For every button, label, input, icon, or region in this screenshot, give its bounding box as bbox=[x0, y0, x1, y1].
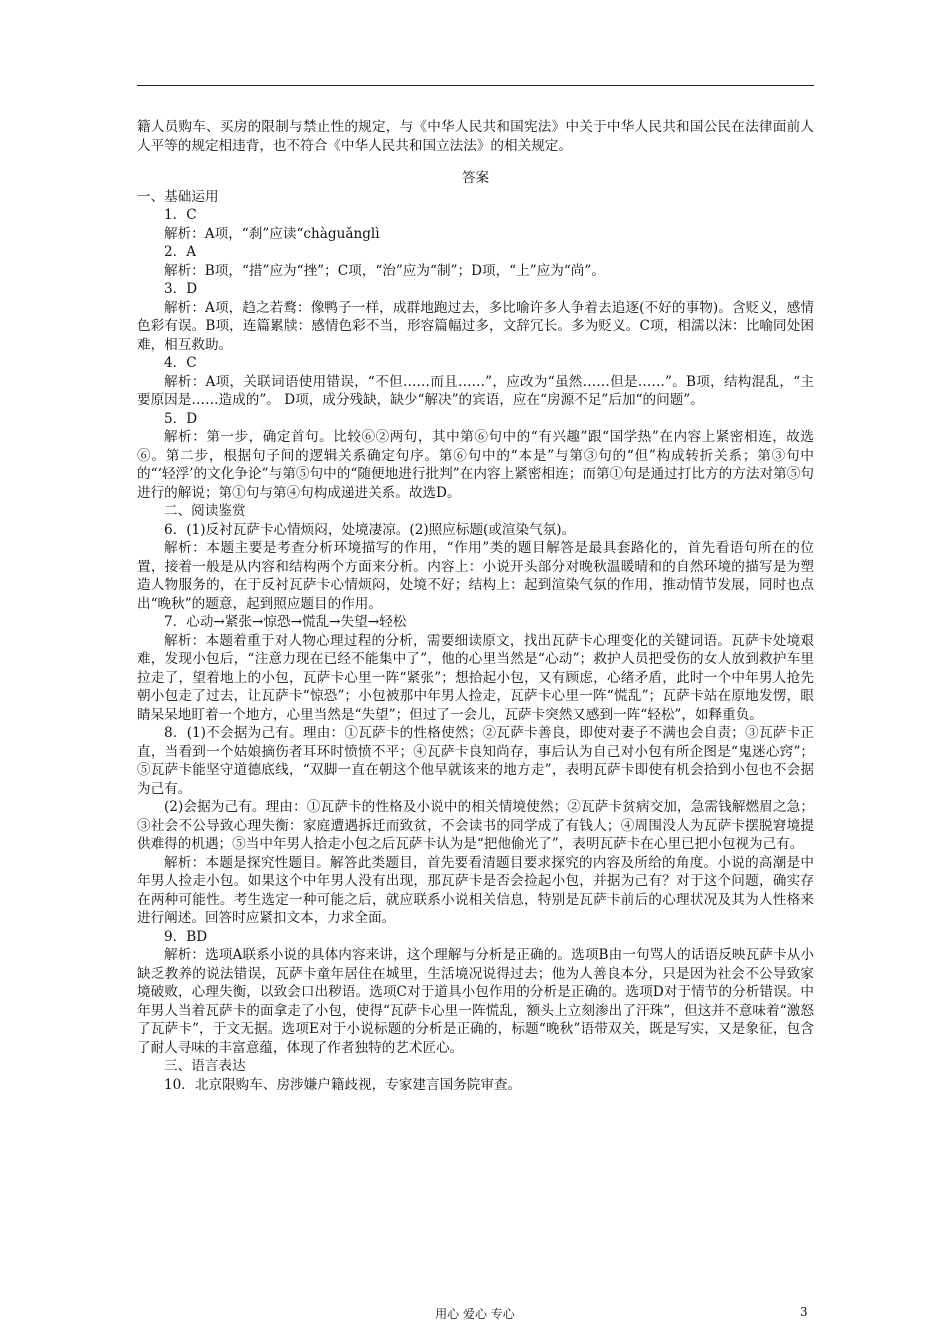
explanation-4: 解析：A项，关联词语使用错误，“不但……而且……”，应改为“虽然……但是……”。B项，结构混乱，“主要原因是……造成的”。 D项，成分残缺，缺少“解决”的宾语，应在“房源不足”后加“的问题”。 bbox=[137, 373, 814, 408]
answer-8-part-1: 8．(1)不会据为己有。理由：①瓦萨卡的性格使然；②瓦萨卡善良，即使对妻子不满也会自责；③瓦萨卡正直，当看到一个姑娘摘伤者耳环时愤愤不平；④瓦萨卡良知尚存，事后认为自己对小包有所企图是“鬼迷心窍”；⑤瓦萨卡能坚守道德底线，“双脚一直在朝这个他早就该来的地方走”，表明瓦萨卡即使有机会拾到小包也不会据为己有。 bbox=[137, 725, 814, 797]
answer-3: 3．D bbox=[164, 281, 198, 297]
answer-1: 1．C bbox=[164, 207, 197, 223]
section-title-answers: 答案 bbox=[461, 170, 490, 186]
section-heading-basic: 一、基础运用 bbox=[137, 188, 219, 205]
answer-4: 4．C bbox=[164, 355, 197, 371]
answer-8-part-2: (2)会据为己有。理由：①瓦萨卡的性格及小说中的相关情境使然；②瓦萨卡贫病交加，急需钱解燃眉之急；③社会不公导致心理失衡：家庭遭遇拆迁而致贫，不会读书的同学成了有钱人；④周围没人为瓦萨卡摆脱窘境提供难得的机遇；⑤当中年男人拾走小包之后瓦萨卡认为是“把他偷光了”，表明瓦萨卡在心里已把小包视为己有。 bbox=[137, 799, 814, 852]
explanation-8: 解析：本题是探究性题目。解答此类题目，首先要看清题目要求探究的内容及所给的角度。小说的高潮是中年男人捡走小包。如果这个中年男人没有出现，那瓦萨卡是否会捡起小包，并据为己有？对于这个问题，确实存在两种可能性。考生选定一种可能之后，就应联系小说相关信息，特别是瓦萨卡前后的心理状况及其为人性格来进行阐述。回答时应紧扣文本，力求全面。 bbox=[137, 854, 814, 926]
answer-10: 10．北京限购车、房涉嫌户籍歧视，专家建言国务院审查。 bbox=[164, 1076, 522, 1093]
answer-2: 2．A bbox=[164, 244, 197, 260]
explanation-5: 解析：第一步，确定首句。比较⑥②两句，其中第⑥句中的“有兴趣”跟“国学热”在内容上紧密相连，故选⑥。第二步，根据句子间的逻辑关系确定句序。第⑥句中的“本是”与第③句的“但”构成转折关系；第③句中的“‘轻浮’的文化争论”与第⑤句中的“随便地进行批判”在内容上紧密相连；而第①句是通过打比方的方法对第⑤句进行的解说；第①句与第④句构成递进关系。故选D。 bbox=[137, 429, 814, 501]
document-body bbox=[137, 118, 814, 1094]
explanation-9: 解析：选项A联系小说的具体内容来讲，这个理解与分析是正确的。选项B由一句骂人的话语反映瓦萨卡从小缺乏教养的说法错误，瓦萨卡童年居住在城里，生活境况说得过去；他为人善良本分，只是因为社会不公导致家境破败，心理失衡，以致会口出秽语。选项C对于道具小包作用的分析是正确的。选项D对于情节的分析错误。中年男人当着瓦萨卡的面拿走了小包，使得“瓦萨卡心里一阵慌乱，额头上立刻渗出了汗珠”，但这并不意味着“激怒了瓦萨卡”，于文无据。选项E对于小说标题的分析是正确的，标题“晚秋”语带双关，既是写实，又是象征，包含了耐人寻味的丰富意蕴，体现了作者独特的艺术匠心。 bbox=[137, 947, 814, 1056]
explanation-1: 解析：A项，“刹”应读“chàguǎnglì bbox=[164, 225, 380, 242]
section-heading-language: 三、语言表达 bbox=[164, 1058, 246, 1074]
answer-9: 9．BD bbox=[164, 928, 208, 945]
paragraph-continuation: 籍人员购车、买房的限制与禁止性的规定，与《中华人民共和国宪法》中关于中华人民共和国公民在法律面前人人平等的规定相违背，也不符合《中华人民共和国立法法》的相关规定。 bbox=[137, 119, 814, 154]
explanation-7: 解析：本题着重于对人物心理过程的分析，需要细读原文，找出瓦萨卡心理变化的关键词语。瓦萨卡处境艰难，发现小包后，“注意力现在已经不能集中了”，他的心里当然是“心动”；救护人员把受伤的女人放到救护车里拉走了，望着地上的小包，瓦萨卡心里一阵“紧张”；想拾起小包，又有顾虑，心绪矛盾，此时一个中年男人抢先朝小包走了过去，让瓦萨卡“惊恐”；小包被那中年男人捡走，瓦萨卡心里一阵“慌乱”；瓦萨卡站在原地发愣，眼睛呆呆地盯着一个地方，心里当然是“失望”；但过了一会儿，瓦萨卡突然又感到一阵“轻松”，如释重负。 bbox=[137, 632, 814, 723]
footer-slogan: 用心 爱心 专心 bbox=[435, 1307, 515, 1321]
answer-6: 6．(1)反衬瓦萨卡心情烦闷，处境凄凉。(2)照应标题(或渲染气氛)。 bbox=[164, 521, 576, 538]
explanation-2: 解析：B项，“措”应为“挫”；C项，“治”应为“制”；D项，“上”应为“尚”。 bbox=[164, 262, 605, 279]
header-rule bbox=[137, 85, 814, 86]
page-number: 3 bbox=[800, 1305, 808, 1319]
answer-5: 5．D bbox=[164, 410, 198, 427]
explanation-3: 解析：A项，趋之若鹜：像鸭子一样，成群地跑过去，多比喻许多人争着去追逐(不好的事物)。含贬义，感情色彩有误。B项，连篇累牍：感情色彩不当，形容篇幅过多，文辞冗长。多为贬义。C项，相濡以沫：比喻同处困难，相互救助。 bbox=[137, 299, 814, 353]
section-heading-reading: 二、阅读鉴赏 bbox=[164, 503, 246, 519]
explanation-6: 解析：本题主要是考查分析环境描写的作用，“作用”类的题目解答是最具套路化的，首先看语句所在的位置，接着一般是从内容和结构两个方面来分析。内容上：小说开头部分对晚秋温暖晴和的自然环境的描写是为塑造人物服务的，在于反衬瓦萨卡心情烦闷，处境不好；结构上：起到渲染气氛的作用，推动情节发展，同时也点出“晚秋”的题意，起到照应题目的作用。 bbox=[137, 540, 814, 612]
answer-7: 7．心动→紧张→惊恐→慌乱→失望→轻松 bbox=[164, 614, 407, 630]
